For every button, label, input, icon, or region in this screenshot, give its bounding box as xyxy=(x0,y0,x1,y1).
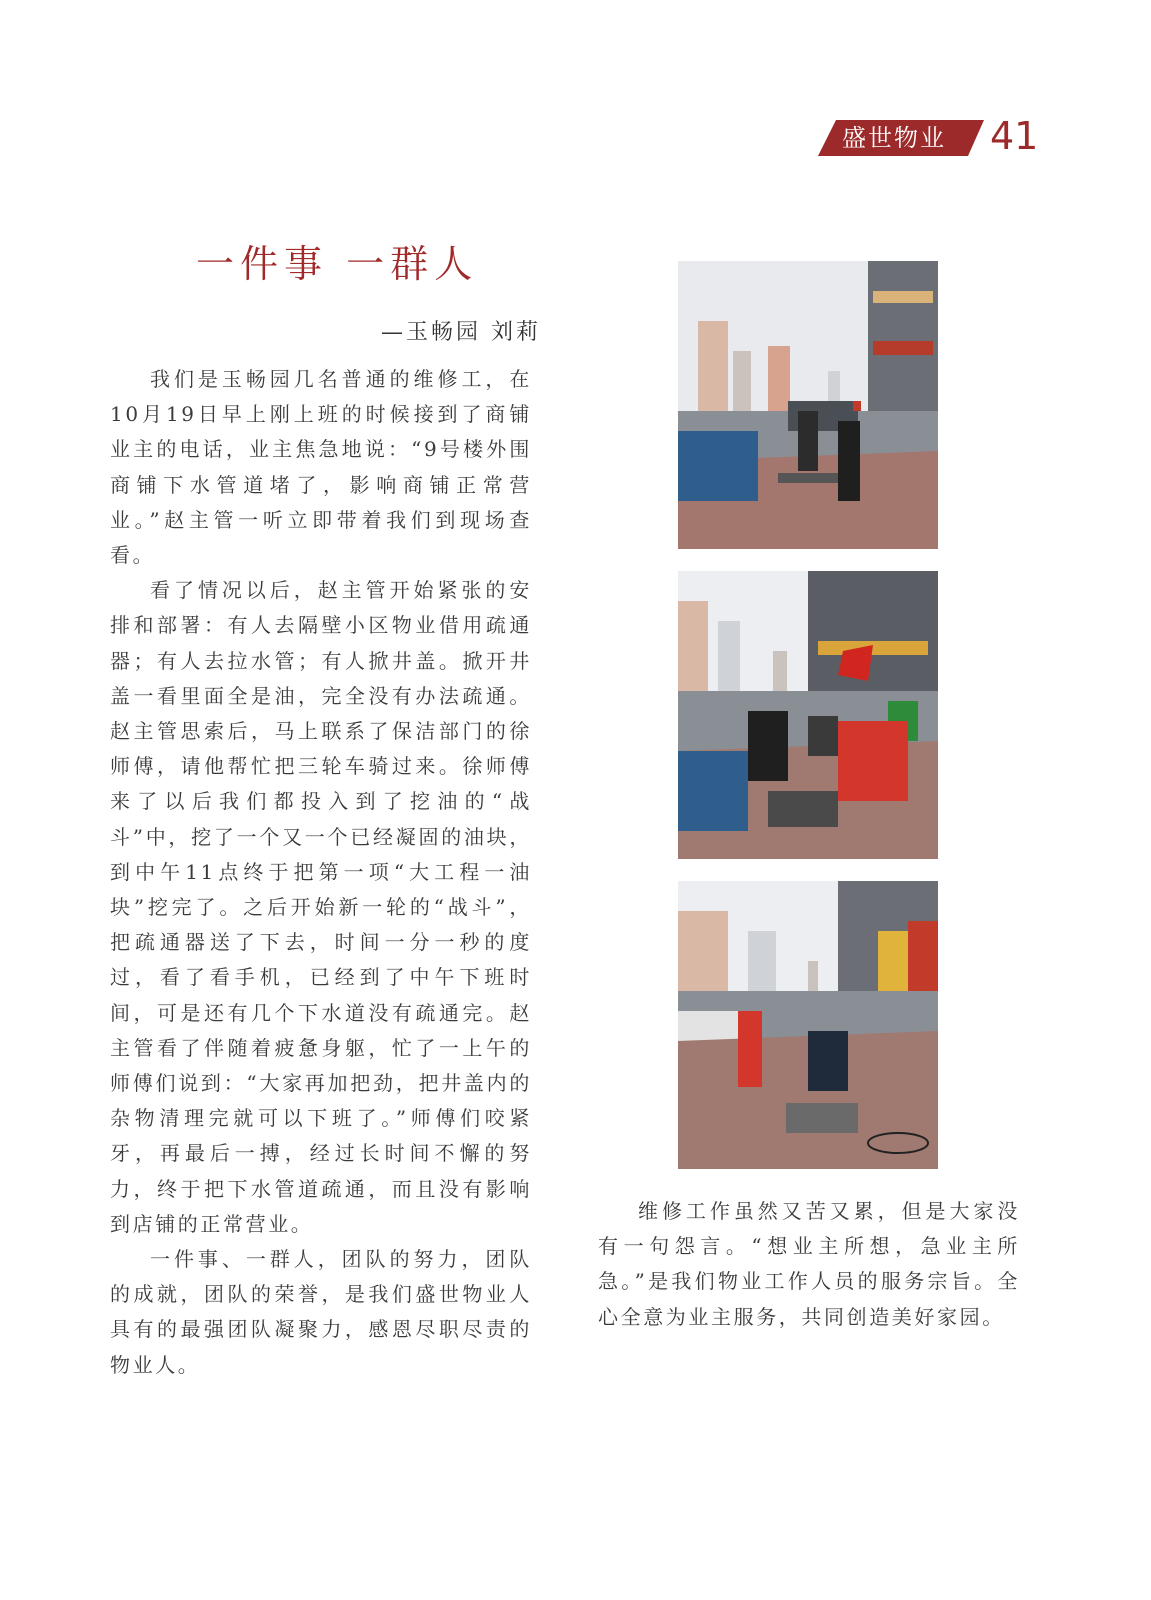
page-number: 41 xyxy=(990,114,1039,158)
paragraph: 维修工作虽然又苦又累，但是大家没有一句怨言。“想业主所想，急业主所急。”是我们物业工作人员的服务宗旨。全心全意为业主服务，共同创造美好家园。 xyxy=(598,1199,1020,1329)
paragraph: 一件事、一群人，团队的努力，团队的成就，团队的荣誉，是我们盛世物业人具有的最强团队凝聚力，感恩尽职尽责的物业人。 xyxy=(110,1247,532,1377)
article-byline: —玉畅园 刘莉 xyxy=(381,320,541,345)
photo-workers-at-manhole-1 xyxy=(678,261,938,549)
photo-workers-at-manhole-3 xyxy=(678,881,938,1169)
article-title: 一件事 一群人 xyxy=(196,242,479,286)
article-body-left xyxy=(110,362,532,1383)
article-body-right xyxy=(598,1194,1020,1335)
paragraph: 看了情况以后，赵主管开始紧张的安排和部署：有人去隔壁小区物业借用疏通器；有人去拉水管；有人掀井盖。掀开井盖一看里面全是油，完全没有办法疏通。赵主管思索后，马上联系了保洁部门的徐师傅，请他帮忙把三轮车骑过来。徐师傅来了以后我们都投入到了挖油的“战斗”中，挖了一个又一个已经凝固的油块，到中午11点终于把第一项“大工程一油块”挖完了。之后开始新一轮的“战斗”，把疏通器送了下去，时间一分一秒的度过，看了看手机，已经到了中午下班时间，可是还有几个下水道没有疏通完。赵主管看了伴随着疲惫身躯，忙了一上午的师傅们说到：“大家再加把劲，把井盖内的杂物清理完就可以下班了。”师傅们咬紧牙，再最后一搏，经过长时间不懈的努力，终于把下水管道疏通，而且没有影响到店铺的正常营业。 xyxy=(110,578,532,1236)
header-section-label: 盛世物业 xyxy=(842,124,946,152)
photo-workers-at-manhole-2 xyxy=(678,571,938,859)
paragraph: 我们是玉畅园几名普通的维修工，在10月19日早上刚上班的时候接到了商铺业主的电话，业主焦急地说：“9号楼外围商铺下水管道堵了，影响商铺正常营业。”赵主管一听立即带着我们到现场查看。 xyxy=(110,367,532,568)
